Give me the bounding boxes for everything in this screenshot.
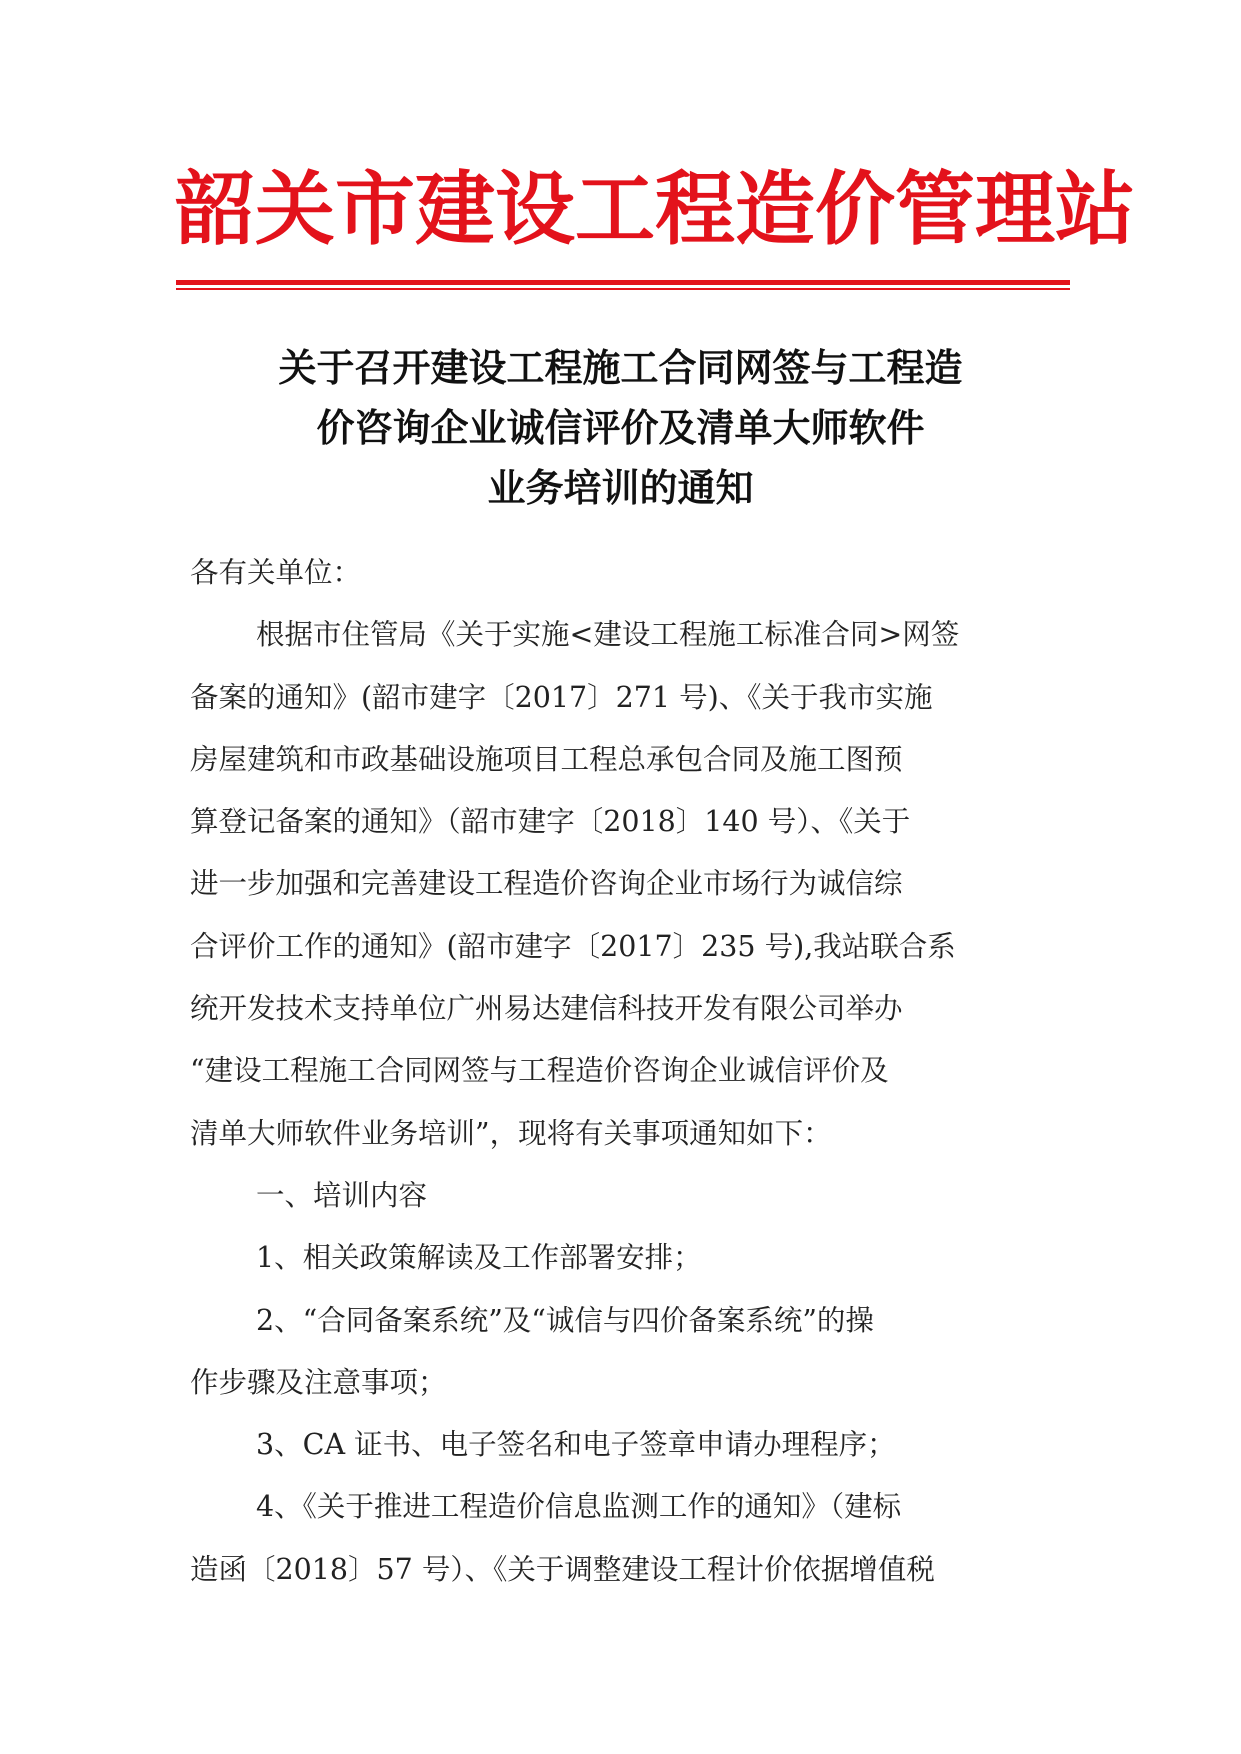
section-heading: 一、培训内容 bbox=[256, 1178, 428, 1212]
title-line-1: 关于召开建设工程施工合同网签与工程造 bbox=[278, 346, 963, 390]
document-body bbox=[190, 542, 1060, 1601]
organization-header bbox=[175, 160, 1135, 260]
list-item-continuation: 造函〔2018〕57 号）、《关于调整建设工程计价依据增值税 bbox=[190, 1552, 935, 1586]
document-title bbox=[140, 338, 1101, 518]
salutation: 各有关单位： bbox=[190, 556, 362, 589]
body-line: 房屋建筑和市政基础设施项目工程总承包合同及施工图预 bbox=[190, 742, 903, 776]
title-line-2: 价咨询企业诚信评价及清单大师软件 bbox=[316, 406, 925, 450]
organization-name: 韶关市建设工程造价管理站 bbox=[175, 163, 1135, 256]
header-divider-thick bbox=[176, 280, 1070, 285]
list-item-continuation: 作步骤及注意事项； bbox=[190, 1365, 447, 1399]
header-divider-thin bbox=[176, 288, 1070, 290]
title-line-3: 业务培训的通知 bbox=[487, 466, 754, 510]
body-line: 备案的通知》(韶市建字〔2017〕271 号)、《关于我市实施 bbox=[190, 680, 933, 714]
list-item: 4、《关于推进工程造价信息监测工作的通知》（建标 bbox=[256, 1490, 902, 1524]
list-item: 3、CA 证书、电子签名和电子签章申请办理程序； bbox=[256, 1428, 896, 1462]
body-line: 统开发技术支持单位广州易达建信科技开发有限公司举办 bbox=[190, 992, 903, 1026]
body-line: 清单大师软件业务培训”，现将有关事项通知如下： bbox=[190, 1116, 832, 1150]
body-line: 根据市住管局《关于实施<建设工程施工标准合同>网签 bbox=[256, 618, 960, 652]
body-line: 合评价工作的通知》(韶市建字〔2017〕235 号),我站联合系 bbox=[190, 929, 956, 963]
body-line: 算登记备案的通知》（韶市建字〔2018〕140 号）、《关于 bbox=[190, 805, 911, 839]
list-item: 2、“合同备案系统”及“诚信与四价备案系统”的操 bbox=[256, 1303, 874, 1337]
body-line: “建设工程施工合同网签与工程造价咨询企业诚信评价及 bbox=[190, 1054, 889, 1088]
list-item: 1、相关政策解读及工作部署安排； bbox=[256, 1241, 702, 1275]
body-line: 进一步加强和完善建设工程造价咨询企业市场行为诚信综 bbox=[190, 867, 903, 901]
